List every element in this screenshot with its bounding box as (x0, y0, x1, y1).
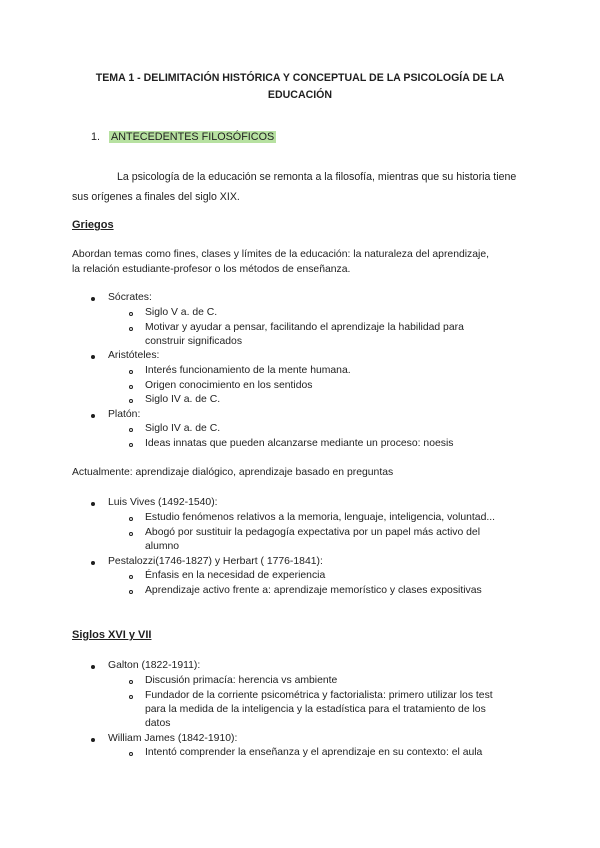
intro-line2: sus orígenes a finales del siglo XIX. (72, 191, 240, 203)
platon-sub2: Ideas innatas que pueden alcanzarse mediante un proceso: noesis (145, 438, 454, 449)
bullet-ring (129, 327, 133, 331)
galton-sub2-line1: Fundador de la corriente psicométrica y factorialista: primero utilizar los test (145, 690, 493, 701)
bullet-ring (129, 695, 133, 699)
bullet-dot (91, 502, 95, 506)
james-item: William James (1842-1910): (108, 733, 238, 744)
bullet-ring (129, 428, 133, 432)
galton-sub2-line3: datos (145, 718, 171, 729)
pestalozzi-item: Pestalozzi(1746-1827) y Herbart ( 1776-1841): (108, 556, 323, 567)
bullet-ring (129, 399, 133, 403)
aristoteles-sub2: Origen conocimiento en los sentidos (145, 380, 313, 391)
bullet-ring (129, 517, 133, 521)
vives-sub2-line1: Abogó por sustituir la pedagogía expectativa por un papel más activo del (145, 527, 481, 538)
bullet-dot (91, 738, 95, 742)
bullet-ring (129, 370, 133, 374)
galton-sub1: Discusión primacía: herencia vs ambiente (145, 675, 338, 686)
aristoteles-sub3: Siglo IV a. de C. (145, 394, 221, 405)
socrates-sub2-line1: Motivar y ayudar a pensar, facilitando el aprendizaje la habilidad para (145, 322, 464, 333)
intro-line1: La psicología de la educación se remonta a la filosofía, mientras que su historia tiene (117, 171, 517, 183)
james-sub1: Intentó comprender la enseñanza y el aprendizaje en su contexto: el aula (145, 747, 483, 758)
socrates-sub1: Siglo V a. de C. (145, 307, 218, 318)
bullet-ring (129, 590, 133, 594)
bullet-ring (129, 575, 133, 579)
document-title-line2: EDUCACIÓN (267, 89, 333, 101)
bullet-ring (129, 532, 133, 536)
vives-sub1: Estudio fenómenos relativos a la memoria, lenguaje, inteligencia, voluntad... (145, 512, 496, 523)
galton-sub2-line2: para la medida de la inteligencia y la estadística para el tratamiento de los (145, 704, 486, 715)
bullet-dot (91, 297, 95, 301)
actualmente-line: Actualmente: aprendizaje dialógico, aprendizaje basado en preguntas (72, 467, 394, 478)
bullet-ring (129, 385, 133, 389)
griegos-para-line2: la relación estudiante-profesor o los métodos de enseñanza. (72, 264, 351, 275)
siglos-heading: Siglos XVI y VII (72, 629, 152, 641)
bullet-ring (129, 443, 133, 447)
bullet-dot (91, 355, 95, 359)
pestalozzi-sub2: Aprendizaje activo frente a: aprendizaje memorístico y clases expositivas (145, 585, 482, 596)
bullet-dot (91, 414, 95, 418)
document-title-line1: TEMA 1 - DELIMITACIÓN HISTÓRICA Y CONCEPTUAL DE LA PSICOLOGÍA DE LA (95, 72, 505, 84)
pestalozzi-sub1: Énfasis en la necesidad de experiencia (145, 570, 326, 581)
griegos-heading: Griegos (72, 219, 114, 231)
platon-sub1: Siglo IV a. de C. (145, 423, 221, 434)
bullet-ring (129, 680, 133, 684)
section-heading (91, 131, 276, 143)
galton-item: Galton (1822-1911): (108, 660, 201, 671)
bullet-ring (129, 752, 133, 756)
vives-item: Luis Vives (1492-1540): (108, 497, 218, 508)
socrates-item: Sócrates: (108, 292, 152, 303)
griegos-para-line1: Abordan temas como fines, clases y límites de la educación: la naturaleza del aprendizaje, (72, 249, 490, 260)
bullet-dot (91, 665, 95, 669)
aristoteles-item: Aristóteles: (108, 350, 160, 361)
vives-sub2-line2: alumno (145, 541, 180, 552)
bullet-dot (91, 561, 95, 565)
section-number: 1. (91, 131, 101, 143)
platon-item: Platón: (108, 409, 141, 420)
bullet-ring (129, 312, 133, 316)
socrates-sub2-line2: construir significados (145, 336, 243, 347)
section-title: ANTECEDENTES FILOSÓFICOS (111, 131, 275, 143)
aristoteles-sub1: Interés funcionamiento de la mente humana. (145, 365, 351, 376)
